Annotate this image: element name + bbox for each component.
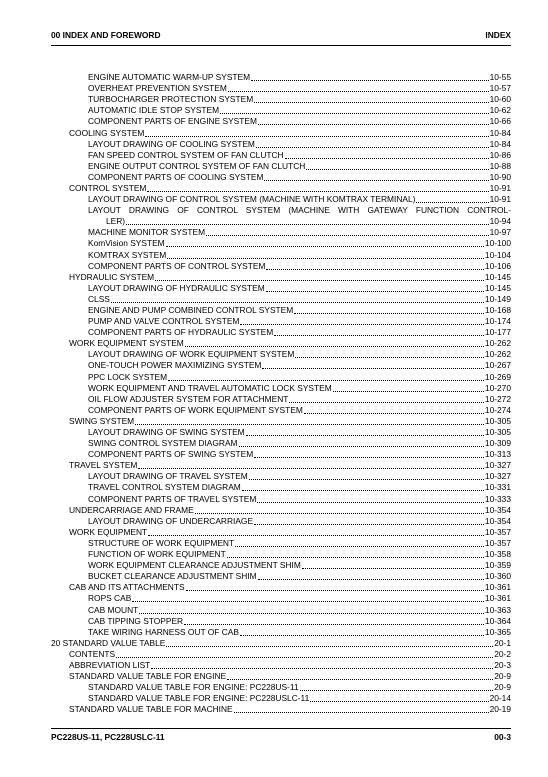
header-rule [51,45,511,46]
toc-entry-page: 10-262 [484,338,511,349]
dot-leader [145,136,488,137]
toc-entry-title: TURBOCHARGER PROTECTION SYSTEM [88,94,254,105]
toc-entry-title: STANDARD VALUE TABLE FOR ENGINE [69,671,227,682]
dot-leader [195,513,484,514]
toc-entry[interactable] [51,527,511,538]
toc-entry-page: 10-88 [489,160,511,171]
toc-entry-page: 10-177 [484,327,511,338]
toc-entry-page: 10-90 [489,171,511,182]
toc-entry-page: 10-106 [484,260,511,271]
footer-rule [51,728,511,729]
toc-entry-title: CONTENTS [69,648,116,659]
dot-leader [302,568,484,569]
toc-entry-title: ABBREVIATION LIST [69,659,151,670]
toc-entry-title: PPC LOCK SYSTEM [88,371,168,382]
toc-entry-title: COMPONENT PARTS OF TRAVEL SYSTEM [88,493,257,504]
toc-entry-page: 10-97 [489,227,511,238]
toc-entry[interactable] [51,693,511,704]
toc-entry-page: 10-145 [484,282,511,293]
header-section-title: 00 INDEX AND FOREWORD [51,30,161,40]
toc-entry-page: 10-327 [484,460,511,471]
page-footer [51,732,511,742]
toc-entry[interactable] [51,72,511,83]
toc-entry[interactable] [51,139,511,150]
toc-entry-page: 10-360 [484,571,511,582]
toc-entry-title: CONTROL SYSTEM [69,183,147,194]
toc-entry-title: TRAVEL CONTROL SYSTEM DIAGRAM [88,482,241,493]
toc-entry[interactable] [51,249,511,260]
toc-entry-page: 10-94 [489,216,511,227]
toc-entry-title: TRAVEL SYSTEM [69,460,138,471]
dot-leader [166,246,484,247]
toc-entry-title: ENGINE OUTPUT CONTROL SYSTEM OF FAN CLUTCH [88,160,306,171]
toc-entry-title: STANDARD VALUE TABLE FOR MACHINE [69,704,233,715]
toc-entry[interactable] [51,316,511,327]
dot-leader [227,557,484,558]
dot-leader [138,468,484,469]
dot-leader [310,701,488,702]
toc-entry[interactable] [51,638,511,649]
toc-entry-page: 10-274 [484,404,511,415]
dot-leader [168,380,484,381]
dot-leader [246,435,484,436]
toc-entry-title: WORK EQUIPMENT SYSTEM [69,338,184,349]
toc-entry-title: COMPONENT PARTS OF ENGINE SYSTEM [88,116,257,127]
toc-entry[interactable] [51,349,511,360]
toc-entry-page: 10-361 [484,593,511,604]
toc-entry-page: 10-60 [489,94,511,105]
toc-entry-page: 10-361 [484,582,511,593]
toc-entry-page: 10-262 [484,349,511,360]
toc-entry-page: 10-365 [484,626,511,637]
toc-entry-page: 10-357 [484,526,511,537]
dot-leader [235,546,484,547]
toc-entry-title: FUNCTION OF WORK EQUIPMENT [88,549,226,560]
dot-leader [185,346,484,347]
dot-leader [251,80,488,81]
toc-entry[interactable] [51,616,511,627]
toc-entry-title: COMPONENT PARTS OF SWING SYSTEM [88,449,254,460]
toc-entry-title: BUCKET CLEARANCE ADJUSTMENT SHIM [88,571,257,582]
toc-entry-page: 10-66 [489,116,511,127]
toc-entry-title: MACHINE MONITOR SYSTEM [88,227,206,238]
toc-entry[interactable] [51,593,511,604]
toc-entry[interactable] [51,94,511,105]
toc-entry[interactable] [51,627,511,638]
toc-entry-page: 10-359 [484,560,511,571]
toc-entry-page: 10-91 [489,183,511,194]
toc-entry-page: 10-84 [489,127,511,138]
toc-entry-title: COMPONENT PARTS OF HYDRAULIC SYSTEM [88,327,274,338]
toc-entry-page: 10-104 [484,249,511,260]
toc-entry-title: LAYOUT DRAWING OF UNDERCARRIAGE [88,515,254,526]
toc-entry[interactable] [51,493,511,504]
dot-leader [126,224,488,225]
toc-entry-page: 20-14 [489,693,511,704]
toc-entry-title: ONE-TOUCH POWER MAXIMIZING SYSTEM [88,360,262,371]
toc-entry-title: FAN SPEED CONTROL SYSTEM OF FAN CLUTCH [88,149,284,160]
toc-entry-page: 10-267 [484,360,511,371]
toc-entry[interactable] [51,327,511,338]
toc-entry[interactable] [51,150,511,161]
toc-entry-title: CAB AND ITS ATTACHMENTS [69,582,185,593]
toc-entry-title: LAYOUT DRAWING OF SWING SYSTEM [88,427,245,437]
toc-entry[interactable] [51,538,511,549]
toc-entry-title: PUMP AND VALVE CONTROL SYSTEM [88,316,240,327]
toc-entry[interactable] [51,582,511,593]
toc-entry[interactable] [51,482,511,493]
dot-leader [111,302,484,303]
dot-leader [266,291,484,292]
dot-leader [254,524,484,525]
dot-leader [151,668,493,669]
dot-leader [139,613,484,614]
page-header [51,30,511,44]
toc-entry[interactable] [51,682,511,693]
dot-leader [249,479,484,480]
toc-entry[interactable] [51,460,511,471]
toc-entry-page: 10-313 [484,449,511,460]
toc-entry-page: 10-363 [484,604,511,615]
toc-entry[interactable] [51,183,511,194]
toc-entry[interactable] [51,416,511,427]
toc-entry[interactable] [51,105,511,116]
toc-entry-page: 10-62 [489,105,511,116]
toc-entry-page: 20-19 [489,704,511,715]
toc-entry-page: 20-3 [494,659,511,670]
toc-entry-title: UNDERCARRIAGE AND FRAME [69,504,194,515]
toc-entry[interactable] [51,405,511,416]
dot-leader [228,91,489,92]
dot-leader [274,335,484,336]
toc-entry[interactable] [51,649,511,660]
dot-leader [135,424,484,425]
toc-entry-page: 10-270 [484,382,511,393]
toc-entry-title: LAYOUT DRAWING OF COOLING SYSTEM [88,138,255,149]
toc-entry[interactable] [51,305,511,316]
toc-entry-title: CAB MOUNT [88,604,139,615]
toc-entry[interactable] [51,338,511,349]
dot-leader [294,313,484,314]
toc-entry[interactable] [51,238,511,249]
toc-entry-page: 10-364 [484,615,511,626]
dot-leader [186,590,484,591]
toc-entry[interactable] [51,161,511,172]
toc-entry-title: KOMTRAX SYSTEM [88,249,167,260]
toc-entry[interactable] [51,261,511,272]
toc-entry[interactable] [51,604,511,615]
toc-entry-title: WORK EQUIPMENT AND TRAVEL AUTOMATIC LOCK SYSTEM [88,382,332,393]
dot-leader [295,357,484,358]
dot-leader [206,235,488,236]
toc-entry-page: 10-333 [484,493,511,504]
toc-entry-title: SWING SYSTEM [69,415,135,426]
dot-leader [258,124,489,125]
toc-entry[interactable] [51,294,511,305]
toc-entry-page: 10-86 [489,149,511,160]
dot-leader [242,490,484,491]
toc-entry[interactable] [51,394,511,405]
toc-entry[interactable] [51,560,511,571]
dot-leader [234,712,489,713]
toc-entry-page: 20-2 [494,648,511,659]
dot-leader [240,324,484,325]
toc-entry-page: 20-1 [494,637,511,648]
toc-entry[interactable] [51,438,511,449]
toc-entry-continuation[interactable] [51,216,511,227]
toc-entry-title: ENGINE AUTOMATIC WARM-UP SYSTEM [88,72,251,83]
dot-leader [220,113,488,114]
toc-entry[interactable] [51,671,511,682]
toc-entry-title: LAYOUT DRAWING OF HYDRAULIC SYSTEM [88,282,265,293]
toc-entry[interactable] [51,427,511,438]
toc-entry[interactable] [51,83,511,94]
toc-entry-title: WORK EQUIPMENT [69,526,148,537]
toc-entry-title-cont: LER) [106,216,126,227]
toc-entry[interactable] [51,116,511,127]
dot-leader [300,690,494,691]
dot-leader [306,169,488,170]
toc-entry-title: OVERHEAT PREVENTION SYSTEM [88,83,227,94]
toc-entry-title: TAKE WIRING HARNESS OUT OF CAB [88,626,239,637]
toc-entry[interactable] [51,272,511,283]
toc-entry-title: ROPS CAB [88,593,132,604]
toc-entry-page: 10-145 [484,271,511,282]
toc-entry-title: COOLING SYSTEM [69,127,145,138]
toc-entry-title: STANDARD VALUE TABLE FOR ENGINE: PC228US-11 [88,682,299,693]
dot-leader [289,402,484,403]
table-of-contents [51,72,511,715]
dot-leader [132,601,484,602]
toc-entry-page: 10-174 [484,316,511,327]
toc-entry-title: WORK EQUIPMENT CLEARANCE ADJUSTMENT SHIM [88,560,301,571]
toc-entry[interactable] [51,505,511,516]
dot-leader [333,391,484,392]
toc-entry-title: LAYOUT DRAWING OF CONTROL SYSTEM (MACHINE WITH GATEWAY FUNCTION CONTROL- [88,205,511,216]
toc-entry[interactable] [51,549,511,560]
toc-entry[interactable] [51,127,511,138]
dot-leader [254,457,484,458]
toc-entry-title: CLSS [88,293,110,304]
toc-entry-page: 10-269 [484,371,511,382]
toc-entry[interactable] [51,704,511,715]
toc-entry[interactable] [51,172,511,183]
dot-leader [254,102,488,103]
toc-entry-title: OIL FLOW ADJUSTER SYSTEM FOR ATTACHMENT [88,393,289,404]
toc-entry-page: 10-331 [484,482,511,493]
toc-entry[interactable] [51,449,511,460]
toc-entry[interactable] [51,571,511,582]
dot-leader [239,446,484,447]
dot-leader [266,269,483,270]
toc-entry-title: STRUCTURE OF WORK EQUIPMENT [88,537,235,548]
toc-entry-title: COMPONENT PARTS OF CONTROL SYSTEM [88,260,266,271]
toc-entry[interactable] [51,660,511,671]
dot-leader [258,579,484,580]
dot-leader [116,657,493,658]
dot-leader [416,202,488,203]
footer-model-numbers: PC228US-11, PC228USLC-11 [51,732,165,742]
dot-leader [148,535,484,536]
toc-entry[interactable] [51,371,511,382]
toc-entry-page: 10-309 [484,438,511,449]
toc-entry-title: COMPONENT PARTS OF COOLING SYSTEM [88,171,264,182]
toc-entry-title: AUTOMATIC IDLE STOP SYSTEM [88,105,220,116]
toc-entry[interactable] [51,360,511,371]
footer-page-number: 00-3 [494,732,511,742]
toc-entry[interactable] [51,205,511,216]
toc-entry[interactable] [51,471,511,482]
toc-entry-title: SWING CONTROL SYSTEM DIAGRAM [88,438,238,449]
toc-entry[interactable] [51,194,511,205]
toc-entry-page: 10-327 [484,471,511,482]
toc-entry[interactable] [51,283,511,294]
toc-entry-page: 10-149 [484,293,511,304]
dot-leader [304,413,484,414]
dot-leader [147,191,488,192]
dot-leader [166,646,493,647]
dot-leader [257,502,484,503]
toc-entry-page: 10-91 [489,194,511,205]
dot-leader [184,624,484,625]
dot-leader [285,158,489,159]
toc-entry-page: 10-100 [484,238,511,249]
toc-entry-page: 10-354 [484,515,511,526]
toc-entry-page: 10-357 [484,537,511,548]
toc-entry-title: STANDARD VALUE TABLE FOR ENGINE: PC228USLC-11 [88,693,310,704]
toc-entry-page: 20-9 [494,671,511,682]
toc-entry-page: 10-354 [484,504,511,515]
toc-entry[interactable] [51,383,511,394]
toc-entry-page: 10-57 [489,83,511,94]
toc-entry-title: KomVision SYSTEM [88,238,165,249]
toc-entry-title: LAYOUT DRAWING OF WORK EQUIPMENT SYSTEM [88,349,295,360]
dot-leader [227,679,493,680]
toc-entry-page: 10-358 [484,549,511,560]
toc-entry-title: CAB TIPPING STOPPER [88,615,184,626]
toc-entry-page: 10-305 [484,415,511,426]
toc-entry[interactable] [51,227,511,238]
dot-leader [240,635,484,636]
dot-leader [155,280,484,281]
dot-leader [262,368,484,369]
toc-entry-page: 10-168 [484,304,511,315]
toc-entry-page: 10-272 [484,393,511,404]
toc-entry-title: LAYOUT DRAWING OF CONTROL SYSTEM (MACHINE WITH KOMTRAX TERMINAL) [88,194,416,205]
toc-entry-title: LAYOUT DRAWING OF TRAVEL SYSTEM [88,471,248,482]
toc-entry-title: HYDRAULIC SYSTEM [69,271,155,282]
toc-entry-title: 20 STANDARD VALUE TABLE [51,637,166,648]
toc-entry-page: 10-55 [489,72,511,83]
header-index-label: INDEX [485,30,511,40]
toc-entry-title: COMPONENT PARTS OF WORK EQUIPMENT SYSTEM [88,404,303,415]
toc-entry-page: 10-305 [484,427,511,437]
toc-entry-page: 10-84 [489,138,511,149]
dot-leader [256,147,489,148]
toc-entry-title: ENGINE AND PUMP COMBINED CONTROL SYSTEM [88,304,294,315]
toc-entry-page: 20-9 [494,682,511,693]
dot-leader [264,180,488,181]
dot-leader [167,258,484,259]
toc-entry[interactable] [51,516,511,527]
